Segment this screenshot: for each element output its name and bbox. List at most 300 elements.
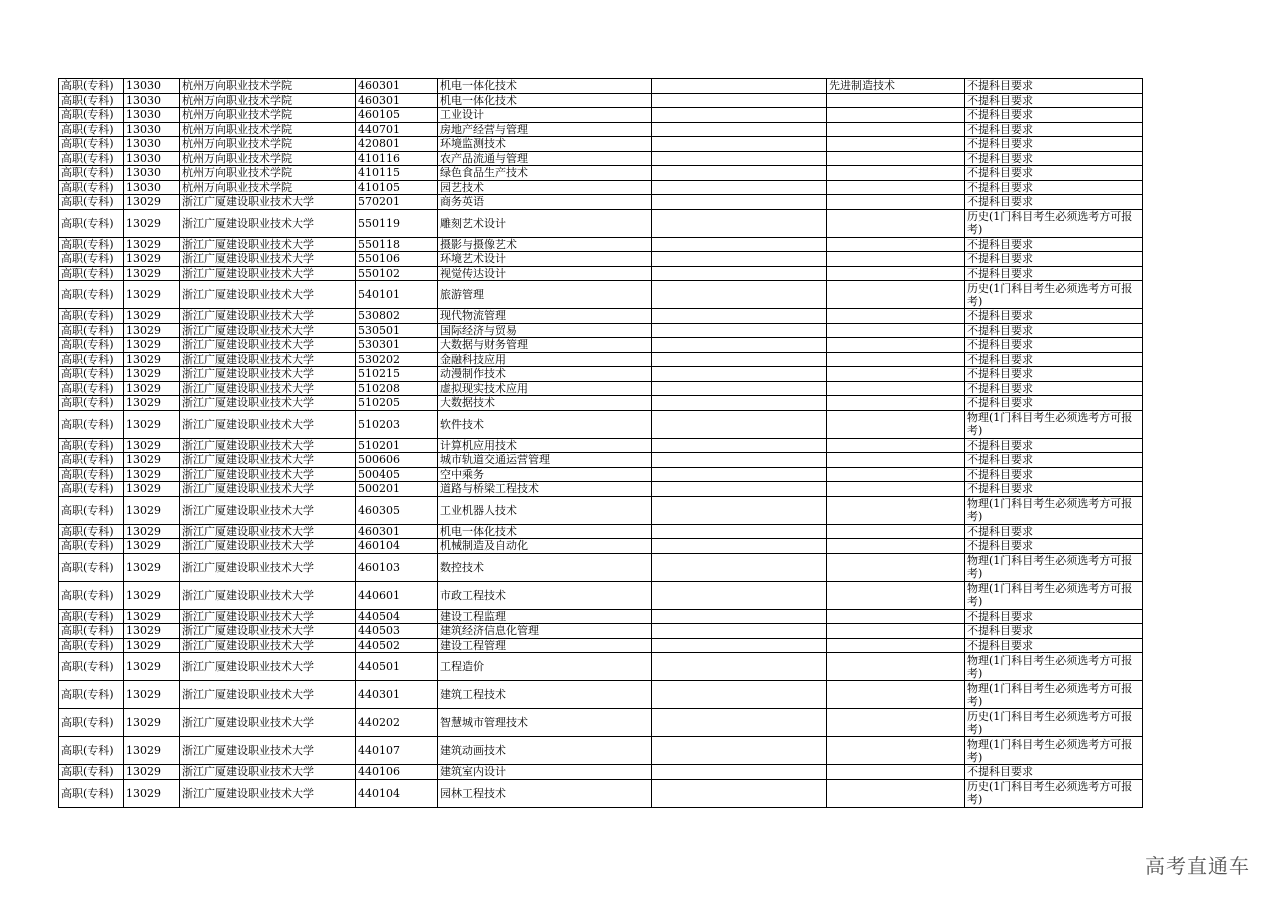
school-name-cell: 杭州万向职业技术学院	[180, 108, 356, 123]
remark-cell	[652, 266, 827, 281]
major-name-cell: 建筑室内设计	[438, 765, 652, 780]
remark-cell	[652, 438, 827, 453]
table-row	[59, 496, 1143, 524]
major-name-cell: 建设工程管理	[438, 638, 652, 653]
school-name-cell: 浙江广厦建设职业技术大学	[180, 737, 356, 765]
major-name-cell: 动漫制作技术	[438, 367, 652, 382]
subject-requirement-cell: 物理(1门科目考生必须选考方可报考)	[965, 581, 1143, 609]
major-code-cell: 510215	[356, 367, 438, 382]
subject-requirement-cell: 不提科目要求	[965, 438, 1143, 453]
direction-cell	[827, 237, 965, 252]
level-cell: 高职(专科)	[59, 209, 124, 237]
subject-requirement-cell: 历史(1门科目考生必须选考方可报考)	[965, 709, 1143, 737]
remark-cell	[652, 524, 827, 539]
school-code-cell: 13029	[124, 252, 180, 267]
major-name-cell: 数控技术	[438, 553, 652, 581]
school-name-cell: 浙江广厦建设职业技术大学	[180, 209, 356, 237]
school-name-cell: 杭州万向职业技术学院	[180, 151, 356, 166]
major-code-cell: 440504	[356, 609, 438, 624]
school-code-cell: 13029	[124, 195, 180, 210]
table-row	[59, 367, 1143, 382]
table-row	[59, 309, 1143, 324]
table-row	[59, 381, 1143, 396]
major-name-cell: 道路与桥梁工程技术	[438, 482, 652, 497]
major-code-cell: 410116	[356, 151, 438, 166]
level-cell: 高职(专科)	[59, 338, 124, 353]
remark-cell	[652, 323, 827, 338]
table-row	[59, 237, 1143, 252]
level-cell: 高职(专科)	[59, 93, 124, 108]
direction-cell	[827, 653, 965, 681]
table-row	[59, 180, 1143, 195]
level-cell: 高职(专科)	[59, 309, 124, 324]
level-cell: 高职(专科)	[59, 539, 124, 554]
level-cell: 高职(专科)	[59, 681, 124, 709]
school-code-cell: 13030	[124, 180, 180, 195]
table-row	[59, 624, 1143, 639]
subject-requirement-cell: 不提科目要求	[965, 367, 1143, 382]
major-name-cell: 建筑动画技术	[438, 737, 652, 765]
level-cell: 高职(专科)	[59, 266, 124, 281]
school-name-cell: 浙江广厦建设职业技术大学	[180, 453, 356, 468]
remark-cell	[652, 93, 827, 108]
major-name-cell: 建筑经济信息化管理	[438, 624, 652, 639]
major-code-cell: 460305	[356, 496, 438, 524]
school-code-cell: 13029	[124, 524, 180, 539]
direction-cell	[827, 180, 965, 195]
remark-cell	[652, 151, 827, 166]
level-cell: 高职(专科)	[59, 122, 124, 137]
school-name-cell: 浙江广厦建设职业技术大学	[180, 539, 356, 554]
table-row	[59, 524, 1143, 539]
school-name-cell: 浙江广厦建设职业技术大学	[180, 765, 356, 780]
major-name-cell: 智慧城市管理技术	[438, 709, 652, 737]
remark-cell	[652, 137, 827, 152]
subject-requirement-cell: 不提科目要求	[965, 137, 1143, 152]
subject-requirement-cell: 不提科目要求	[965, 122, 1143, 137]
remark-cell	[652, 779, 827, 807]
table-row	[59, 151, 1143, 166]
remark-cell	[652, 252, 827, 267]
school-name-cell: 浙江广厦建设职业技术大学	[180, 467, 356, 482]
direction-cell	[827, 281, 965, 309]
major-code-cell: 440301	[356, 681, 438, 709]
major-name-cell: 商务英语	[438, 195, 652, 210]
remark-cell	[652, 166, 827, 181]
table-row	[59, 581, 1143, 609]
school-name-cell: 浙江广厦建设职业技术大学	[180, 410, 356, 438]
direction-cell	[827, 737, 965, 765]
major-code-cell: 500201	[356, 482, 438, 497]
direction-cell	[827, 453, 965, 468]
school-code-cell: 13029	[124, 438, 180, 453]
table-row	[59, 137, 1143, 152]
major-name-cell: 现代物流管理	[438, 309, 652, 324]
major-name-cell: 建筑工程技术	[438, 681, 652, 709]
table-row	[59, 209, 1143, 237]
level-cell: 高职(专科)	[59, 252, 124, 267]
remark-cell	[652, 482, 827, 497]
level-cell: 高职(专科)	[59, 237, 124, 252]
major-name-cell: 园林工程技术	[438, 779, 652, 807]
subject-requirement-cell: 不提科目要求	[965, 166, 1143, 181]
remark-cell	[652, 581, 827, 609]
direction-cell	[827, 195, 965, 210]
direction-cell	[827, 438, 965, 453]
direction-cell	[827, 765, 965, 780]
table-row	[59, 108, 1143, 123]
major-code-cell: 530202	[356, 352, 438, 367]
school-name-cell: 浙江广厦建设职业技术大学	[180, 638, 356, 653]
school-code-cell: 13029	[124, 453, 180, 468]
direction-cell	[827, 609, 965, 624]
direction-cell	[827, 108, 965, 123]
school-code-cell: 13029	[124, 281, 180, 309]
direction-cell	[827, 367, 965, 382]
direction-cell: 先进制造技术	[827, 79, 965, 94]
major-code-cell: 440503	[356, 624, 438, 639]
level-cell: 高职(专科)	[59, 709, 124, 737]
remark-cell	[652, 338, 827, 353]
school-name-cell: 浙江广厦建设职业技术大学	[180, 338, 356, 353]
school-name-cell: 浙江广厦建设职业技术大学	[180, 779, 356, 807]
subject-requirement-cell: 不提科目要求	[965, 352, 1143, 367]
remark-cell	[652, 309, 827, 324]
major-code-cell: 530802	[356, 309, 438, 324]
school-name-cell: 浙江广厦建设职业技术大学	[180, 195, 356, 210]
table-row	[59, 482, 1143, 497]
school-code-cell: 13029	[124, 381, 180, 396]
subject-requirement-cell: 不提科目要求	[965, 195, 1143, 210]
major-name-cell: 虚拟现实技术应用	[438, 381, 652, 396]
direction-cell	[827, 709, 965, 737]
table-row	[59, 266, 1143, 281]
direction-cell	[827, 624, 965, 639]
table-row	[59, 122, 1143, 137]
table-row	[59, 352, 1143, 367]
school-name-cell: 杭州万向职业技术学院	[180, 180, 356, 195]
remark-cell	[652, 352, 827, 367]
major-code-cell: 550119	[356, 209, 438, 237]
school-code-cell: 13029	[124, 681, 180, 709]
direction-cell	[827, 396, 965, 411]
school-code-cell: 13030	[124, 79, 180, 94]
major-code-cell: 460301	[356, 79, 438, 94]
remark-cell	[652, 108, 827, 123]
major-name-cell: 软件技术	[438, 410, 652, 438]
school-code-cell: 13029	[124, 709, 180, 737]
table-row	[59, 737, 1143, 765]
school-name-cell: 杭州万向职业技术学院	[180, 79, 356, 94]
subject-requirement-cell: 不提科目要求	[965, 624, 1143, 639]
level-cell: 高职(专科)	[59, 323, 124, 338]
direction-cell	[827, 410, 965, 438]
major-code-cell: 440501	[356, 653, 438, 681]
major-name-cell: 国际经济与贸易	[438, 323, 652, 338]
remark-cell	[652, 709, 827, 737]
school-code-cell: 13029	[124, 624, 180, 639]
school-code-cell: 13029	[124, 779, 180, 807]
school-name-cell: 浙江广厦建设职业技术大学	[180, 309, 356, 324]
table-row	[59, 323, 1143, 338]
school-name-cell: 浙江广厦建设职业技术大学	[180, 653, 356, 681]
direction-cell	[827, 482, 965, 497]
school-code-cell: 13029	[124, 396, 180, 411]
level-cell: 高职(专科)	[59, 524, 124, 539]
level-cell: 高职(专科)	[59, 367, 124, 382]
subject-requirement-cell: 历史(1门科目考生必须选考方可报考)	[965, 779, 1143, 807]
school-code-cell: 13029	[124, 638, 180, 653]
major-code-cell: 410105	[356, 180, 438, 195]
level-cell: 高职(专科)	[59, 151, 124, 166]
remark-cell	[652, 209, 827, 237]
table-row	[59, 453, 1143, 468]
level-cell: 高职(专科)	[59, 381, 124, 396]
major-name-cell: 建设工程监理	[438, 609, 652, 624]
level-cell: 高职(专科)	[59, 765, 124, 780]
school-code-cell: 13029	[124, 266, 180, 281]
subject-requirement-cell: 不提科目要求	[965, 638, 1143, 653]
major-name-cell: 园艺技术	[438, 180, 652, 195]
major-code-cell: 500606	[356, 453, 438, 468]
major-code-cell: 460301	[356, 93, 438, 108]
remark-cell	[652, 638, 827, 653]
major-name-cell: 视觉传达设计	[438, 266, 652, 281]
subject-requirement-cell: 不提科目要求	[965, 524, 1143, 539]
remark-cell	[652, 624, 827, 639]
table-row	[59, 653, 1143, 681]
subject-requirement-cell: 不提科目要求	[965, 765, 1143, 780]
school-name-cell: 杭州万向职业技术学院	[180, 93, 356, 108]
level-cell: 高职(专科)	[59, 779, 124, 807]
table-row	[59, 396, 1143, 411]
direction-cell	[827, 209, 965, 237]
school-name-cell: 浙江广厦建设职业技术大学	[180, 381, 356, 396]
direction-cell	[827, 352, 965, 367]
school-name-cell: 浙江广厦建设职业技术大学	[180, 367, 356, 382]
level-cell: 高职(专科)	[59, 553, 124, 581]
school-code-cell: 13030	[124, 108, 180, 123]
level-cell: 高职(专科)	[59, 166, 124, 181]
school-code-cell: 13030	[124, 122, 180, 137]
school-code-cell: 13029	[124, 581, 180, 609]
school-code-cell: 13029	[124, 482, 180, 497]
subject-requirement-cell: 不提科目要求	[965, 609, 1143, 624]
direction-cell	[827, 638, 965, 653]
school-name-cell: 浙江广厦建设职业技术大学	[180, 581, 356, 609]
level-cell: 高职(专科)	[59, 410, 124, 438]
major-name-cell: 机电一体化技术	[438, 93, 652, 108]
level-cell: 高职(专科)	[59, 438, 124, 453]
school-name-cell: 浙江广厦建设职业技术大学	[180, 396, 356, 411]
level-cell: 高职(专科)	[59, 137, 124, 152]
table-row	[59, 467, 1143, 482]
remark-cell	[652, 410, 827, 438]
major-name-cell: 工程造价	[438, 653, 652, 681]
level-cell: 高职(专科)	[59, 195, 124, 210]
school-code-cell: 13029	[124, 209, 180, 237]
major-code-cell: 440107	[356, 737, 438, 765]
school-code-cell: 13029	[124, 309, 180, 324]
table-row	[59, 681, 1143, 709]
remark-cell	[652, 381, 827, 396]
school-name-cell: 浙江广厦建设职业技术大学	[180, 352, 356, 367]
major-name-cell: 环境艺术设计	[438, 252, 652, 267]
major-code-cell: 530301	[356, 338, 438, 353]
major-code-cell: 510201	[356, 438, 438, 453]
major-code-cell: 460301	[356, 524, 438, 539]
direction-cell	[827, 137, 965, 152]
table-row	[59, 779, 1143, 807]
school-name-cell: 浙江广厦建设职业技术大学	[180, 624, 356, 639]
table-row	[59, 609, 1143, 624]
major-name-cell: 机械制造及自动化	[438, 539, 652, 554]
school-code-cell: 13029	[124, 367, 180, 382]
level-cell: 高职(专科)	[59, 467, 124, 482]
remark-cell	[652, 737, 827, 765]
school-name-cell: 浙江广厦建设职业技术大学	[180, 524, 356, 539]
major-code-cell: 500405	[356, 467, 438, 482]
school-name-cell: 杭州万向职业技术学院	[180, 122, 356, 137]
major-name-cell: 环境监测技术	[438, 137, 652, 152]
remark-cell	[652, 396, 827, 411]
major-name-cell: 雕刻艺术设计	[438, 209, 652, 237]
direction-cell	[827, 266, 965, 281]
remark-cell	[652, 180, 827, 195]
school-code-cell: 13029	[124, 609, 180, 624]
subject-requirement-cell: 物理(1门科目考生必须选考方可报考)	[965, 410, 1143, 438]
subject-requirement-cell: 不提科目要求	[965, 108, 1143, 123]
school-code-cell: 13029	[124, 496, 180, 524]
school-code-cell: 13029	[124, 539, 180, 554]
remark-cell	[652, 195, 827, 210]
table-row	[59, 93, 1143, 108]
direction-cell	[827, 524, 965, 539]
remark-cell	[652, 453, 827, 468]
table-row	[59, 539, 1143, 554]
school-name-cell: 杭州万向职业技术学院	[180, 137, 356, 152]
subject-requirement-cell: 不提科目要求	[965, 151, 1143, 166]
major-code-cell: 540101	[356, 281, 438, 309]
subject-requirement-cell: 历史(1门科目考生必须选考方可报考)	[965, 209, 1143, 237]
table-row	[59, 410, 1143, 438]
level-cell: 高职(专科)	[59, 581, 124, 609]
subject-requirement-cell: 不提科目要求	[965, 396, 1143, 411]
remark-cell	[652, 467, 827, 482]
remark-cell	[652, 539, 827, 554]
remark-cell	[652, 653, 827, 681]
direction-cell	[827, 309, 965, 324]
major-name-cell: 旅游管理	[438, 281, 652, 309]
major-code-cell: 550118	[356, 237, 438, 252]
major-name-cell: 农产品流通与管理	[438, 151, 652, 166]
table-row	[59, 553, 1143, 581]
school-code-cell: 13030	[124, 151, 180, 166]
school-name-cell: 浙江广厦建设职业技术大学	[180, 482, 356, 497]
remark-cell	[652, 79, 827, 94]
remark-cell	[652, 609, 827, 624]
subject-requirement-cell: 不提科目要求	[965, 266, 1143, 281]
table-row	[59, 765, 1143, 780]
school-code-cell: 13029	[124, 352, 180, 367]
school-code-cell: 13029	[124, 737, 180, 765]
direction-cell	[827, 539, 965, 554]
major-name-cell: 绿色食品生产技术	[438, 166, 652, 181]
subject-requirement-cell: 物理(1门科目考生必须选考方可报考)	[965, 681, 1143, 709]
major-code-cell: 440104	[356, 779, 438, 807]
table-row	[59, 166, 1143, 181]
school-name-cell: 浙江广厦建设职业技术大学	[180, 496, 356, 524]
school-name-cell: 浙江广厦建设职业技术大学	[180, 252, 356, 267]
direction-cell	[827, 151, 965, 166]
table-row	[59, 195, 1143, 210]
school-code-cell: 13029	[124, 553, 180, 581]
level-cell: 高职(专科)	[59, 79, 124, 94]
level-cell: 高职(专科)	[59, 281, 124, 309]
level-cell: 高职(专科)	[59, 453, 124, 468]
major-name-cell: 大数据与财务管理	[438, 338, 652, 353]
subject-requirement-cell: 不提科目要求	[965, 467, 1143, 482]
major-code-cell: 550106	[356, 252, 438, 267]
subject-requirement-cell: 物理(1门科目考生必须选考方可报考)	[965, 653, 1143, 681]
level-cell: 高职(专科)	[59, 624, 124, 639]
school-code-cell: 13029	[124, 653, 180, 681]
school-code-cell: 13029	[124, 323, 180, 338]
level-cell: 高职(专科)	[59, 653, 124, 681]
enrollment-table	[58, 78, 1143, 808]
direction-cell	[827, 381, 965, 396]
major-code-cell: 510203	[356, 410, 438, 438]
subject-requirement-cell: 不提科目要求	[965, 453, 1143, 468]
major-name-cell: 机电一体化技术	[438, 524, 652, 539]
major-name-cell: 机电一体化技术	[438, 79, 652, 94]
major-code-cell: 460105	[356, 108, 438, 123]
level-cell: 高职(专科)	[59, 496, 124, 524]
major-code-cell: 510205	[356, 396, 438, 411]
subject-requirement-cell: 不提科目要求	[965, 79, 1143, 94]
remark-cell	[652, 281, 827, 309]
table-row	[59, 709, 1143, 737]
subject-requirement-cell: 不提科目要求	[965, 93, 1143, 108]
subject-requirement-cell: 历史(1门科目考生必须选考方可报考)	[965, 281, 1143, 309]
school-code-cell: 13030	[124, 137, 180, 152]
table-row	[59, 338, 1143, 353]
level-cell: 高职(专科)	[59, 352, 124, 367]
table-row	[59, 79, 1143, 94]
school-name-cell: 浙江广厦建设职业技术大学	[180, 281, 356, 309]
table-row	[59, 638, 1143, 653]
major-name-cell: 城市轨道交通运营管理	[438, 453, 652, 468]
school-code-cell: 13029	[124, 237, 180, 252]
direction-cell	[827, 467, 965, 482]
major-code-cell: 440601	[356, 581, 438, 609]
school-code-cell: 13029	[124, 410, 180, 438]
school-name-cell: 浙江广厦建设职业技术大学	[180, 709, 356, 737]
direction-cell	[827, 496, 965, 524]
major-code-cell: 440502	[356, 638, 438, 653]
school-code-cell: 13030	[124, 166, 180, 181]
major-code-cell: 530501	[356, 323, 438, 338]
subject-requirement-cell: 不提科目要求	[965, 381, 1143, 396]
major-name-cell: 工业机器人技术	[438, 496, 652, 524]
major-name-cell: 空中乘务	[438, 467, 652, 482]
level-cell: 高职(专科)	[59, 737, 124, 765]
major-code-cell: 460104	[356, 539, 438, 554]
table-row	[59, 281, 1143, 309]
direction-cell	[827, 338, 965, 353]
subject-requirement-cell: 不提科目要求	[965, 323, 1143, 338]
level-cell: 高职(专科)	[59, 396, 124, 411]
